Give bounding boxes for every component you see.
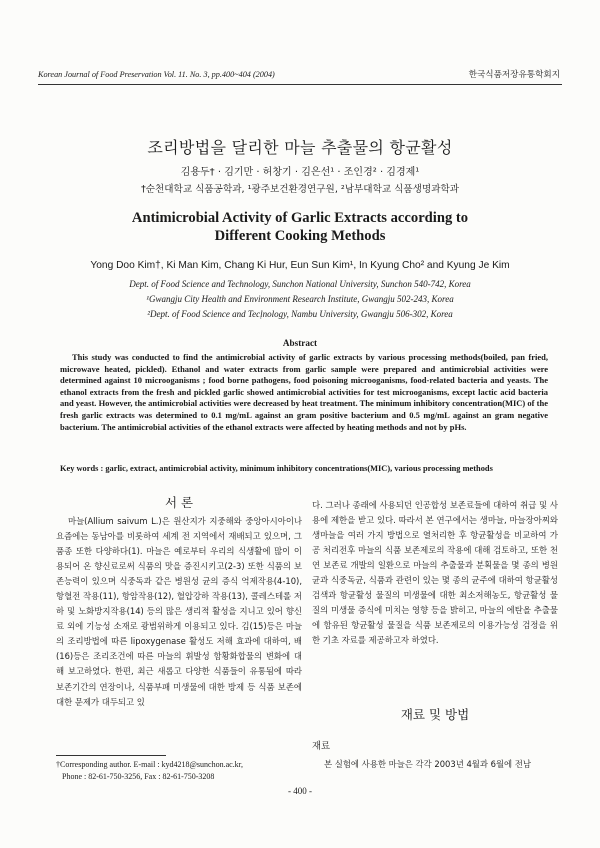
materials-subheading: 재료	[312, 741, 331, 752]
footnote-rule	[56, 755, 166, 756]
abstract-text: This study was conducted to find the antimicrobial activity of garlic extracts by various processing methods(boiled, pan fried, microwave heated, pickled). Ethanol and water extracts from garlic sample were prepared and antimicrobial activities were determined against 10 microoganisms ; food borne pathogens, food poisoning microoganisms, food-related bacteria and yeasts. The ethanol extracts from the fresh and pickled garlic showed antimicrobial activities for test microoganisms, except lactic acid bacteria and yeast. However, the antimicrobial activities were decreased by heat treatment. The minimum inhibitory concentration(MIC) of the fresh garlic extracts was determined to 0.1 mg/mL against an gram positive bacterium and 0.5 mg/mL against an gram negative bacterium. The antimicrobial activities of the ethanol extracts were affected by heating methods and not by pHs.	[60, 352, 548, 432]
english-title-line2: Different Cooking Methods	[214, 228, 386, 244]
english-authors: Yong Doo Kim†, Ki Man Kim, Chang Ki Hur, Eun Sun Kim¹, In Kyung Cho² and Kyung Je Kim	[90, 260, 510, 271]
intro-text-right: 다. 그러나 종래에 사용되던 인공합성 보존료들에 대하여 취급 및 사용에 제한을 받고 있다. 따라서 본 연구에서는 생마늘, 마늘장아찌와 생마늘을 여러 가지 방법으로 열처리한 후 항균활성을 비교하여 가공 처리전후 마늘의 식품 보존제로의 작용에 대해 검토하고, 또한 천연 보존료 개발의 일환으로 마늘의 추출물과 분획물을 몇 종의 병원균과 식중독균, 식품과 관련이 있는 몇 종의 균주에 대하여 항균활성 검색과 항균활성 물질의 미생물에 대한 최소저해농도, 항균활성 물질의 미생물 증식에 미치는 영향 등을 밝히고, 마늘의 에탄올 추출물에 함유된 항균활성 물질을 식품 보존제로의 이용가능성 검정을 위한 기초 자료를 제공하고자 하였다.	[312, 500, 558, 646]
english-affiliation-1: Dept. of Food Science and Technology, Sunchon National University, Sunchon 540-742, Korea	[129, 279, 471, 289]
materials-text: 본 실험에 사용한 마늘은 각각 2003년 4월과 6월에 전남	[324, 759, 531, 769]
english-title-line1: Antimicrobial Activity of Garlic Extracts according to	[131, 210, 469, 226]
keywords: Key words : garlic, extract, antimicrobial activity, minimum inhibitory concentrations(MIC), various processing methods	[60, 464, 493, 473]
methods-heading: 재료 및 방법	[400, 707, 470, 722]
korean-affiliations: †순천대학교 식품공학과, ¹광주보건환경연구원, ²남부대학교 식품생명과학과	[140, 184, 460, 195]
abstract-heading: Abstract	[282, 338, 318, 348]
english-title	[0, 209, 600, 245]
english-affiliation-3: ²Dept. of Food Science and Tecḷnology, Nambu University, Gwangju 506-302, Korea	[147, 309, 453, 319]
footnote-line2: Phone : 82-61-750-3256, Fax : 82-61-750-3208	[62, 772, 215, 781]
footnote	[56, 759, 243, 783]
society-name: 한국식품저장유통학회지	[468, 70, 560, 80]
english-affiliation-2: ¹Gwangju City Health and Environment Research Institute, Gwangju 502-243, Korea	[146, 294, 454, 304]
intro-heading: 서 론	[164, 495, 194, 510]
header-rule	[38, 84, 562, 85]
page-number: - 400 -	[288, 786, 312, 796]
intro-text-left: 마늘(Allium saivum L.)은 원산지가 지중해와 중앙아시아이나 요즘에는 동남아를 비롯하여 세계 전 지역에서 재배되고 있으며, 그 품종 또한 다양하다(1). 마늘은 예로부터 우리의 식생활에 많이 이용되어 온 향신료로써 식품의 맛을 증진시키고(2-3) 또한 식품의 보존능력이 있으며 식중독과 같은 병원성 균의 증식 억제작용(4-10), 항혈전 작용(11), 항암작용(12), 혈압강하 작용(13), 콜레스테롤 저하 및 노화방지작용(14) 등의 많은 생리적 활성을 지니고 있어 향신료 외에 기능성 소재로 광범위하게 이용되고 있다. 김(15)등은 마늘의 조리방법에 따른 lipoxygenase 활성도 저해 효과에 대하여, 배(16)등은 조리조건에 따른 마늘의 휘발성 함황화합물의 변화에 대해 보고하였다. 한편, 최근 새롭고 다양한 식품들이 유통됨에 따라 보존기간의 연장이나, 식품부패 미생물에 대한 방제 등 식품 보존에 대한 문제가 대두되고 있	[56, 516, 302, 707]
journal-citation: Korean Journal of Food Preservation Vol. 11. No. 3, pp.400~404 (2004)	[38, 70, 275, 79]
korean-authors: 김용두† · 김기만 · 허창기 · 김은선¹ · 조인경² · 김경제¹	[180, 167, 420, 178]
footnote-line1: †Corresponding author. E-mail : kyd4218@sunchon.ac.kr,	[56, 760, 244, 769]
korean-title: 조리방법을 달리한 마늘 추출물의 항균활성	[147, 138, 453, 157]
